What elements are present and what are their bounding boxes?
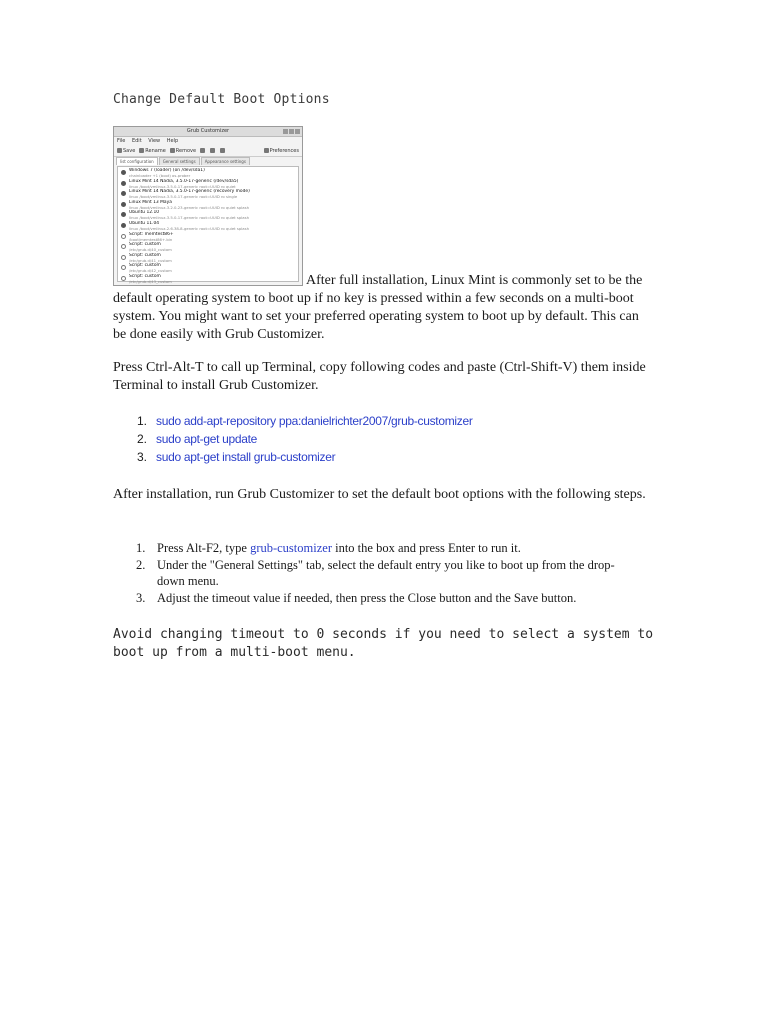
script-icon (121, 265, 126, 270)
save-icon (117, 148, 122, 153)
reload-icon (220, 148, 225, 153)
remove-icon (170, 148, 175, 153)
grub-customizer-link[interactable]: grub-customizer (250, 541, 332, 555)
down-arrow-icon (210, 148, 215, 153)
tab-list-configuration: list configuration (116, 157, 158, 165)
tab-general-settings: General settings (159, 157, 200, 165)
entry-title: Ubuntu 12.10 (129, 210, 160, 216)
entry-icon (121, 170, 126, 175)
entry-title: Linux Mint 13 Maya (129, 199, 172, 205)
command-text[interactable]: sudo add-apt-repository ppa:danielrichter2007/grub-customizer (156, 414, 473, 428)
entry-title: Script: custom (129, 263, 161, 269)
command-list (113, 412, 658, 466)
script-entry (120, 242, 296, 253)
entry-subtitle: linux /boot/vmlinuz-3.5.0-17-generic root=UUID ro quiet (129, 183, 236, 189)
list-number: 3. (136, 590, 146, 605)
list-item (113, 430, 658, 448)
rename-icon (139, 148, 144, 153)
page-title: Change Default Boot Options (113, 92, 330, 107)
tab-appearance-settings: Appearance settings (201, 157, 250, 165)
script-entry (120, 253, 296, 264)
screenshot-window-title: Grub Customizer (186, 128, 230, 134)
entry-icon (121, 202, 126, 207)
list-item (113, 448, 658, 466)
script-icon (121, 255, 126, 260)
entry-subtitle: /etc/grub.d/41_custom (129, 257, 172, 263)
entry-subtitle: chainloader +1 (boot) os-prober (129, 173, 191, 178)
boot-entry-list (117, 166, 299, 282)
after-install-paragraph: After installation, run Grub Customizer to set the default boot options with the following steps. (113, 487, 646, 502)
script-icon (121, 244, 126, 249)
entry-icon (121, 212, 126, 217)
entry-subtitle: linux /boot/vmlinuz-3.5.0-17-generic root=UUID ro quiet splash (129, 215, 250, 221)
script-entry (120, 285, 296, 286)
entry-title: Linux Mint 14 Nadia, 3.5.0-17-generic (/dev/sda5) (129, 178, 239, 184)
entry-title (129, 285, 161, 286)
entry-title: Script: custom (129, 273, 161, 279)
menu-help: Help (166, 138, 179, 144)
toolbar-save-label: Save (123, 147, 136, 154)
entry-subtitle: /etc/grub.d/40_custom (129, 247, 172, 253)
terminal-paragraph: Press Ctrl-Alt-T to call up Terminal, copy following codes and paste (Ctrl-Shift-V) them inside Terminal to install Grub Customizer. (113, 360, 646, 393)
boot-entry (120, 189, 296, 200)
list-item (113, 540, 658, 557)
entry-title: Linux Mint 14 Nadia, 3.5.0-17-generic (recovery mode) (129, 189, 250, 195)
boot-entry (120, 168, 296, 179)
list-number: 1. (137, 414, 148, 428)
script-entry (120, 263, 296, 274)
step-text-post: into the box and press Enter to run it. (331, 541, 521, 555)
menu-edit: Edit (131, 138, 142, 144)
list-number: 3. (137, 450, 148, 464)
grub-customizer-screenshot (113, 126, 303, 286)
step-text: Adjust the timeout value if needed, then press the Close button and the Save button. (157, 590, 577, 605)
list-number: 2. (137, 432, 148, 446)
step-text (157, 540, 642, 557)
minimize-icon (283, 129, 288, 134)
maximize-icon (289, 129, 294, 134)
step-text: Under the "General Settings" tab, select the default entry you like to boot up from the drop-down menu. (157, 557, 615, 588)
list-number: 2. (136, 557, 146, 572)
boot-entry (120, 210, 296, 221)
entry-title: Ubuntu 11.04 (129, 220, 160, 226)
steps-list (113, 540, 658, 606)
entry-subtitle: /etc/grub.d/42_custom (129, 268, 172, 274)
menu-view: View (148, 138, 161, 144)
entry-icon (121, 191, 126, 196)
entry-title: Script: custom (129, 242, 161, 248)
close-icon (295, 129, 300, 134)
entry-subtitle: linux /boot/vmlinuz-3.2.0-23-generic root=UUID ro quiet splash (129, 204, 250, 210)
script-icon (121, 276, 126, 281)
preferences-icon (264, 148, 269, 153)
toolbar-preferences (264, 142, 299, 160)
command-text[interactable]: sudo apt-get update (156, 432, 258, 446)
note-paragraph: Avoid changing timeout to 0 seconds if you need to select a system to boot up from a multi-boot menu. (113, 627, 654, 660)
script-icon (121, 234, 126, 239)
entry-subtitle: linux /boot/vmlinuz-2.6.38-8-generic root=UUID ro quiet splash (129, 225, 250, 231)
intro-paragraph: After full installation, Linux Mint is commonly set to be the default operating system to boot up if no key is pressed within a few seconds on a multi-boot system. You might want to set your preferred operating system to boot up by default. This can be done easily with Grub Customizer. (113, 273, 643, 342)
menu-file: File (117, 138, 126, 144)
list-item (113, 412, 658, 430)
boot-entry (120, 179, 296, 190)
screenshot-titlebar (114, 127, 302, 137)
window-controls (283, 129, 300, 134)
entry-icon (121, 223, 126, 228)
entry-title: Script: memtest86+ (129, 231, 174, 237)
step-text-pre: Press Alt-F2, type (157, 541, 251, 555)
toolbar-rename-label: Rename (145, 147, 166, 154)
up-arrow-icon (200, 148, 205, 153)
screenshot-toolbar (114, 145, 302, 157)
toolbar-preferences-label: Preferences (269, 147, 299, 154)
entry-icon (121, 181, 126, 186)
entry-title: Script: custom (129, 252, 161, 258)
entry-subtitle: linux /boot/vmlinuz-3.5.0-17-generic root=UUID ro single (129, 194, 238, 200)
toolbar-remove-label: Remove (175, 147, 197, 154)
list-number: 1. (136, 541, 146, 555)
list-item (113, 590, 658, 607)
intro-section (113, 124, 653, 344)
script-entry (120, 232, 296, 243)
script-entry (120, 274, 296, 285)
entry-subtitle: /etc/grub.d/43_custom (129, 278, 172, 284)
entry-subtitle: /boot/memtest86+.bin (129, 236, 173, 242)
list-item (113, 557, 658, 590)
boot-entry (120, 221, 296, 232)
command-text[interactable]: sudo apt-get install grub-customizer (156, 450, 336, 464)
entry-title: Windows 7 (loader) (on /dev/sda1) (129, 168, 205, 173)
boot-entry (120, 200, 296, 211)
